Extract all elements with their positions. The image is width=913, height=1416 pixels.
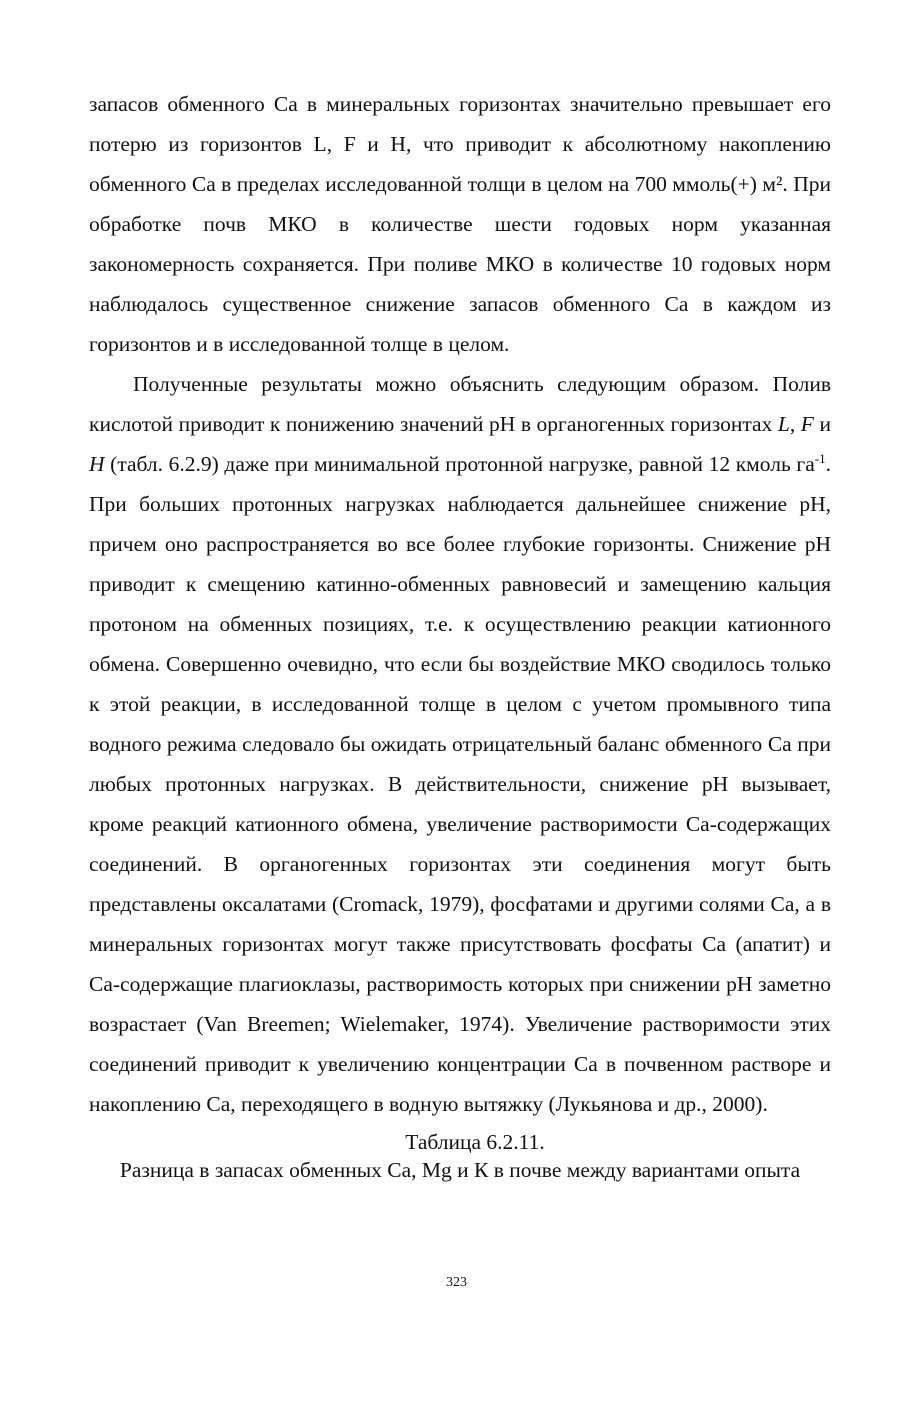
text-line: количестве 10 годовых норм наблюдалось существенное снижение запасов	[89, 252, 831, 316]
text-line: накоплению обменного Са в пределах исследованной толщи в целом на	[89, 132, 831, 196]
superscript: -1	[814, 451, 826, 466]
separator: и	[813, 412, 831, 436]
horizon-l: L	[777, 412, 790, 436]
page-number: 323	[446, 1275, 467, 1290]
text-line: норм указанная закономерность сохраняется. При поливе МКО в	[89, 212, 832, 276]
table-title: Разница в запасах обменных Са, Mg и К в почве между вариантами опыта	[119, 1158, 801, 1182]
horizon-f: F	[800, 412, 814, 436]
text-line: его потерю из горизонтов L, F и H, что приводит к абсолютному	[89, 92, 831, 156]
horizon-h: H	[89, 452, 105, 476]
text-line: обменного Са в каждом из горизонтов и в исследованной толще в целом.	[89, 292, 832, 356]
text-line: запасов обменного Са в минеральных горизонтах значительно превышает	[89, 92, 794, 116]
paragraph-2-text-mid: (табл. 6.2.9) даже при минимальной протонной нагрузке, равной 12 кмоль га	[104, 452, 815, 476]
text-line: 700 ммоль(+) м². При обработке почв МКО в количестве шести годовых	[89, 172, 831, 236]
page-content	[89, 84, 831, 1184]
paragraph-2	[89, 364, 831, 1124]
paragraph-2-text-end: . При больших протонных нагрузках наблюдается дальнейшее снижение рН, причем оно распространяется во все более глубокие горизонты. Снижение рН приводит к смещению катинно-обменных равновесий и замещению кальция протоном на обменных позициях, т.е. к осуществлению реакции катионного обмена. Совершенно очевидно, что если бы воздействие МКО сводилось только к этой реакции, в исследованной толще в целом с учетом промывного типа водного режима следовало бы ожидать отрицательный баланс обменного Са при любых протонных нагрузках. В действительности, снижение рН вызывает, кроме реакций катионного обмена, увеличение растворимости Са-содержащих соединений. В органогенных горизонтах эти соединения могут быть представлены оксалатами (Cromack, 1979), фосфатами и другими солями Са, а в минеральных горизонтах могут также присутствовать фосфаты Са (апатит) и Са-содержащие плагиоклазы, растворимость которых при снижении рН заметно возрастает (Van Breemen; Wielemaker, 1974). Увеличение растворимости этих соединений приводит к увеличению концентрации Са в почвенном растворе и накоплению Са, переходящего в водную вытяжку (Лукьянова и др., 2000).	[89, 452, 831, 1116]
paragraph-2-text-start: Полученные результаты можно объяснить следующим образом. Полив кислотой приводит к понижению значений рН в органогенных горизонтах	[89, 372, 831, 436]
paragraph-1	[89, 84, 831, 364]
table-number: Таблица 6.2.11.	[405, 1130, 545, 1154]
separator: ,	[789, 412, 801, 436]
